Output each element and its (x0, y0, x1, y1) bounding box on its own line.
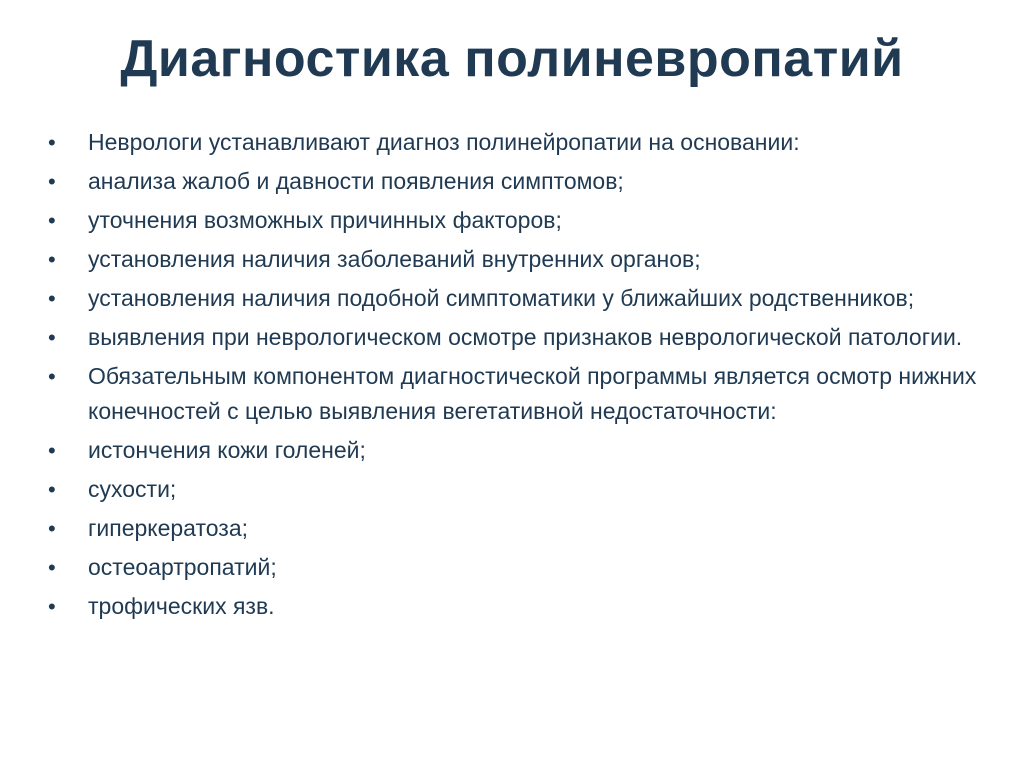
bullet-text: выявления при неврологическом осмотре признаков неврологической патологии. (88, 324, 963, 350)
bullet-icon: • (48, 364, 56, 389)
bullet-item (0, 242, 1024, 277)
bullet-text: трофических язв. (88, 593, 275, 619)
bullet-icon: • (48, 286, 56, 311)
bullet-icon: • (48, 438, 56, 463)
bullet-text: гиперкератоза; (88, 515, 249, 541)
bullet-item (0, 320, 1024, 355)
bullet-text: уточнения возможных причинных факторов; (88, 207, 562, 233)
bullet-item (0, 125, 1024, 160)
bullet-item (0, 203, 1024, 238)
bullet-item (0, 472, 1024, 507)
bullet-text: истончения кожи голеней; (88, 437, 366, 463)
bullet-icon: • (48, 169, 56, 194)
bullet-icon: • (48, 247, 56, 272)
bullet-text: установления наличия подобной симптоматики у ближайших родственников; (88, 285, 915, 311)
bullet-icon: • (48, 594, 56, 619)
bullet-item (0, 281, 1024, 316)
bullet-icon: • (48, 325, 56, 350)
bullet-text: остеоартропатий; (88, 554, 277, 580)
slide-title: Диагностика полиневропатий (120, 30, 904, 88)
bullet-item (0, 164, 1024, 199)
bullet-item (0, 589, 1024, 624)
bullet-icon: • (48, 516, 56, 541)
bullet-item (0, 433, 1024, 468)
bullet-text: Неврологи устанавливают диагноз полинейропатии на основании: (88, 129, 800, 155)
bullet-text: анализа жалоб и давности появления симптомов; (88, 168, 624, 194)
bullet-icon: • (48, 130, 56, 155)
bullet-text: установления наличия заболеваний внутренних органов; (88, 246, 701, 272)
bullet-item (0, 550, 1024, 585)
bullet-icon: • (48, 208, 56, 233)
bullet-icon: • (48, 555, 56, 580)
bullet-item (0, 359, 1024, 429)
bullet-text: сухости; (88, 476, 177, 502)
bullet-list (0, 125, 1024, 628)
bullet-item (0, 511, 1024, 546)
bullet-text: Обязательным компонентом диагностической программы является осмотр нижних конечностей с целью выявления вегетативной недостаточности: (88, 363, 977, 424)
bullet-icon: • (48, 477, 56, 502)
